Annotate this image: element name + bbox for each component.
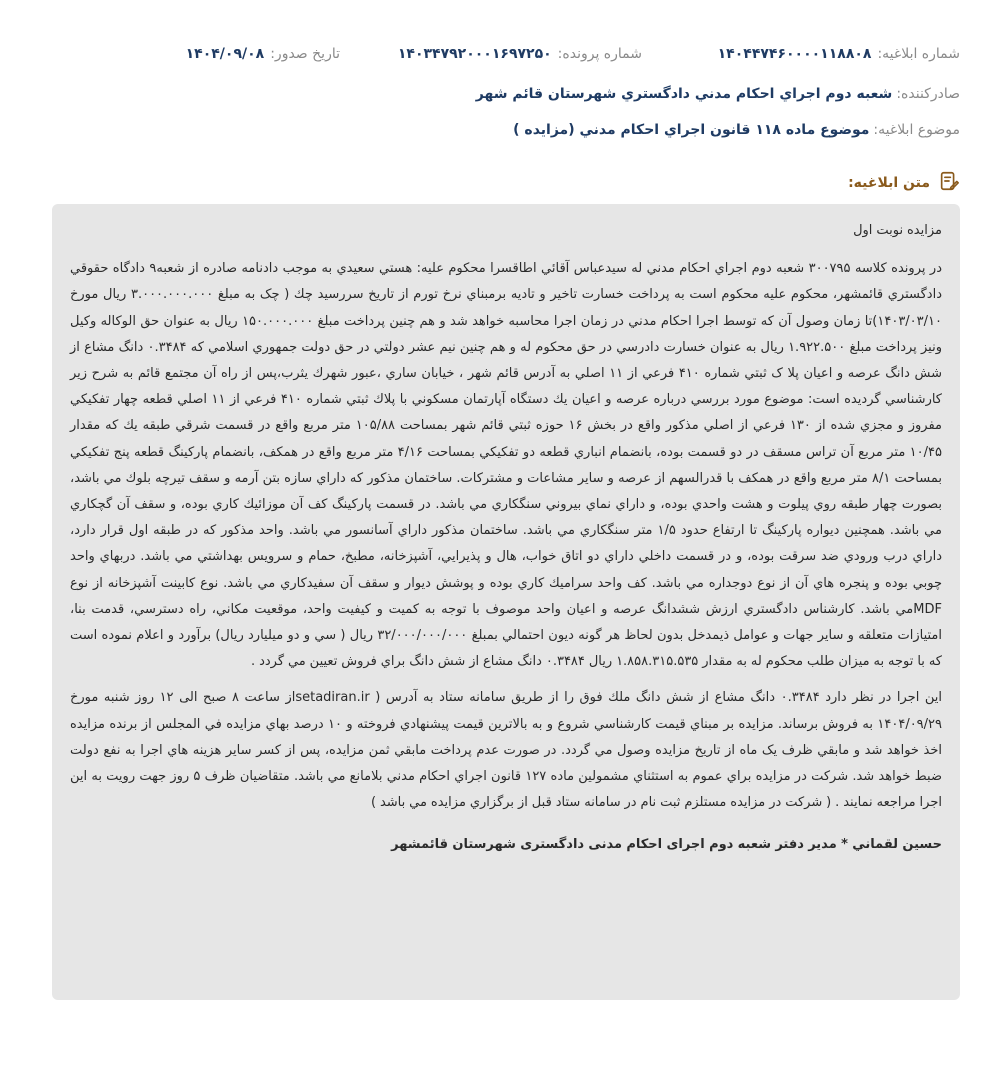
notice-paragraph-1: در پرونده كلاسه ۳۰۰۷۹۵ شعبه دوم اجراي احكام مدني له سیدعباس آقائي اطاقسرا محكوم عليه: هستي سعيدي به موجب دادنامه صادره از شعبه۹ دادگاه حقوقي دادگستري قائمشهر، محكوم عليه محكوم است به پرداخت خسارت تاخير و تاديه برمبناي نرخ تورم از تاريخ سررسيد چك ( چک به مبلغ ۳.۰۰۰.۰۰۰.۰۰۰ ريال مورخ ۱۴۰۳/۰۳/۱۰)تا زمان وصول آن كه توسط اجرا احكام مدني در زمان اجرا محاسبه خواهد شد و هم چنين پرداخت مبلغ ۱۵۰.۰۰۰.۰۰۰ ريال به عنوان حق الوكاله وكيل ونيز پرداخت مبلغ ۱.۹۲۲.۵۰۰ ريال به عنوان خسارت دادرسي در حق محكوم له و هم چنين نيم عشر دولتي در حق دولت جمهوري اسلامي كه ۰.۳۴۸۴ دانگ مشاع از شش دانگ عرصه و اعيان پلا ک ثبتي شماره ۴۱۰ فرعي از ۱۱ اصلي به آدرس قائم شهر ، خيابان ساري ،عبور شهرك يثرب،پس از راه آن مجتمع قائم به شرح زير كارشناسي گرديده است: موضوع مورد بررسي درباره عرصه و اعيان يك دستگاه آپارتمان مسكوني با پلاك ثبتي شماره ۴۱۰ فرعي از ۱۱ اصلي قطعه چهار تفكيكي مفروز و مجزي شده از ۱۳۰ فرعي از اصلي مذكور واقع در بخش ۱۶ حوزه ثبتي قائم شهر بمساحت ۱۰۵/۸۸ متر مربع واقع در قسمت شرقي طبقه يك كه مقدار ۱۰/۴۵ متر مربع آن تراس مسقف در دو قسمت بوده، بانضمام انباري قطعه دو تفكيكي بمساحت ۴/۱۶ متر مربع واقع در همكف، بانضمام پاركينگ قطعه پنج تفكيكي بمساحت ۸/۱ متر مربع واقع در همكف با قدرالسهم از عرصه و ساير مشاعات و مشتركات. ساختمان مذكور كه داراي سازه بتن آرمه و سقف تيرچه بلوك مي باشد، بصورت چهار طبقه روي پيلوت و هشت واحدي بوده، و داراي نماي بيروني سنگكاري مي باشد. در قسمت پاركينگ كف آن موزائيك كاري بوده، و سقف آن گچكاري مي باشد. همچنين ديواره پاركينگ تا ارتفاع حدود ۱/۵ متر سنگكاري مي باشد. ساختمان مذكور داراي آسانسور مي باشد. واحد مذكور كه در طبقه اول قرار دارد، داراي درب ورودي ضد سرقت بوده، و در قسمت داخلي داراي دو اتاق خواب، هال و پذيرايي، آشپزخانه، مطبخ، حمام و سرويس بهداشتي مي باشد. دربهاي واحد چوبي بوده و پنجره هاي آن از نوع دوجداره مي باشد. كف واحد سراميك كاري بوده و پوشش ديوار و سقف آن سفيدكاري مي باشد. نوع كابينت آشپزخانه از نوع MDFمي باشد. كارشناس دادگستري ارزش ششدانگ عرصه و اعيان واحد موصوف با توجه به كميت و كيفيت واحد، موقعيت مكاني، راه دسترسي، قدمت بنا، امتيازات متعلقه و ساير جهات و عوامل ذيمدخل بدون لحاظ هر گونه ديون احتمالي بمبلغ ۳۲/۰۰۰/۰۰۰/۰۰۰ ريال ( سي و دو ميليارد ريال) برآورد و اعلام نموده است كه با توجه به ميزان طلب محكوم له به مقدار ۱.۸۵۸.۳۱۵.۵۳۵ ريال ۰.۳۴۸۴ دانگ مشاع از شش دانگ براي فروش تعيين مي گردد . bbox=[70, 261, 943, 670]
auction-round-heading: مزایده نوبت اول bbox=[853, 223, 942, 238]
subject-line bbox=[40, 122, 960, 138]
notice-text-heading bbox=[848, 170, 960, 196]
case-number-value: ۱۴۰۳۴۷۹۲۰۰۰۱۶۹۷۲۵۰ bbox=[397, 46, 552, 62]
notice-body-box bbox=[52, 204, 960, 1000]
header-meta-row bbox=[40, 46, 960, 70]
issue-date bbox=[186, 46, 340, 62]
signature-line: حسين لقماني * مدير دفتر شعبه دوم اجرای احکام مدنی دادگستری شهرستان قائمشهر bbox=[391, 837, 942, 853]
case-number-label: شماره پرونده: bbox=[557, 46, 642, 62]
subject-label: موضوع ابلاغیه: bbox=[873, 122, 960, 138]
notice-paragraph-2: اين اجرا در نظر دارد ۰.۳۴۸۴ دانگ مشاع از شش دانگ ملك فوق را از طريق سامانه ستاد به آدرس ( setadiran.irاز ساعت ۸ صبح الی ۱۲ روز شنبه مورخ ۱۴۰۴/۰۹/۲۹ به فروش برساند. مزايده بر مبناي قيمت كارشناسي شروع و به بالاترين قيمت پيشنهادي فروخته و ۱۰ درصد بهاي مزايده في المجلس از برنده مزايده اخذ خواهد شد و مابقي ظرف يک ماه از تاريخ مزايده وصول مي گردد. در صورت عدم پرداخت مابقي ثمن مزايده، پس از كسر ساير هزينه هاي اجرا به نفع دولت ضبط خواهد شد. شركت در مزايده براي عموم به استثناي مشمولين ماده ۱۲۷ قانون اجراي احكام مدني بلامانع مي باشد. متقاضيان ظرف ۵ روز جهت رويت به اين اجرا مراجعه نمايند . ( شركت در مزايده مستلزم ثبت نام در سامانه ستاد قبل از برگزاري مزايده مي باشد ) bbox=[70, 690, 943, 811]
subject-value: موضوع ماده ۱۱۸ قانون اجراي احكام مدني (مزايده ) bbox=[513, 122, 870, 138]
notice-text-title: متن ابلاغیه: bbox=[848, 175, 930, 191]
notice-number-value: ۱۴۰۴۴۷۴۶۰۰۰۰۱۱۸۸۰۸ bbox=[717, 46, 872, 62]
issue-date-value: ۱۴۰۴/۰۹/۰۸ bbox=[185, 46, 265, 62]
case-number bbox=[398, 46, 642, 62]
document-edit-icon bbox=[938, 170, 960, 196]
issuer-label: صادرکننده: bbox=[896, 86, 960, 102]
issuer-value: شعبه دوم اجراي احكام مدني دادگستري شهرستان قائم شهر bbox=[475, 86, 893, 102]
notice-number-label: شماره ابلاغيه: bbox=[877, 46, 960, 62]
issue-date-label: تاریخ صدور: bbox=[270, 46, 340, 62]
issuer-line bbox=[40, 86, 960, 102]
notice-number bbox=[718, 46, 960, 62]
